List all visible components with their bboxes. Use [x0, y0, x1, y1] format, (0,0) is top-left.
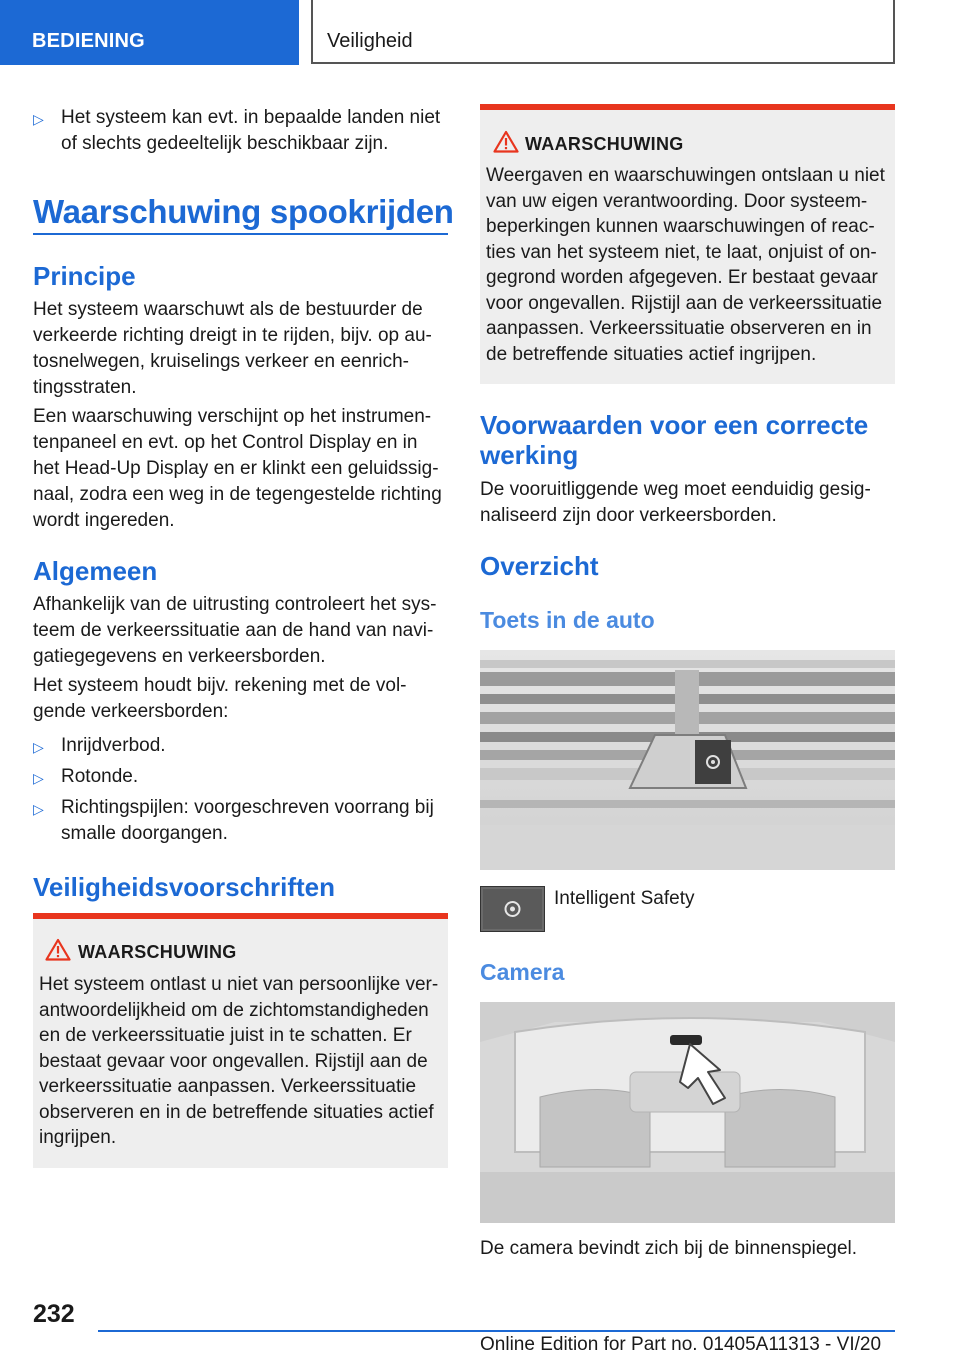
heading-camera: Camera	[480, 959, 565, 985]
principe-paragraph-2: Een waarschuwing verschijnt op het instrumen-tenpaneel en evt. op het Control Display en in het Head-Up Display en er klinkt een geluidssig-naal, zodra een weg in de tegengestelde richting wordt ingereden.	[33, 406, 442, 531]
warning-bar	[33, 913, 448, 919]
warning-title: WAARSCHUWING	[78, 942, 237, 962]
triangle-bullet-icon: ▷	[33, 801, 44, 817]
warning-triangle-icon	[45, 938, 71, 961]
triangle-bullet-icon: ▷	[33, 770, 44, 786]
warning-box	[33, 913, 448, 1168]
camera-photo	[480, 1002, 895, 1223]
page-section-title: Veiligheid	[311, 0, 895, 64]
voorwaarden-paragraph: De vooruitliggende weg moet eenduidig gesig-naliseerd zijn door verkeersborden.	[480, 479, 871, 526]
page-title: Waarschuwing spookrijden	[33, 193, 454, 230]
footer-rule	[98, 1330, 895, 1332]
warning-text: Weergaven en waarschuwingen ontslaan u niet van uw eigen verantwoording. Door systeem-beperkingen kunnen waarschuwingen of reac-ties van het systeem niet, te laat, onjuist of on-gegrond worden afgegeven. Er bestaat gevaar voor ongevallen. Rijstijl aan de verkeerssituatie aanpassen. Verkeerssituatie observeren en in de betreffende situaties actief ingrijpen.	[486, 165, 885, 365]
dashboard-vent-illustration	[480, 650, 895, 870]
triangle-bullet-icon: ▷	[33, 111, 44, 127]
heading-safety: Veiligheidsvoorschriften	[33, 872, 335, 902]
heading-principe: Principe	[33, 261, 136, 291]
heading-toets: Toets in de auto	[480, 607, 655, 633]
heading-overzicht: Overzicht	[480, 551, 599, 581]
triangle-bullet-icon: ▷	[33, 739, 44, 755]
car-interior-illustration	[480, 1002, 895, 1223]
heading-voorwaarden: Voorwaarden voor een correcte werking	[480, 410, 869, 470]
button-label: Intelligent Safety	[554, 888, 695, 909]
warning-title: WAARSCHUWING	[525, 134, 684, 154]
page-number: 232	[33, 1300, 75, 1328]
heading-algemeen: Algemeen	[33, 556, 158, 586]
warning-text: Het systeem ontlast u niet van persoonlijke ver-antwoordelijkheid om de zichtomstandigheden en de verkeerssituatie juist in te schatten. Er bestaat gevaar voor ongevallen. Rijstijl aan de verkeerssituatie aanpassen. Verkeerssituatie observeren en in de betreffende situaties actief ingrijpen.	[39, 974, 439, 1148]
intelligent-safety-button-icon	[480, 886, 545, 932]
warning-bar	[480, 104, 895, 110]
warning-triangle-icon	[493, 130, 519, 153]
section-tab: BEDIENING	[0, 0, 299, 65]
button-photo	[480, 650, 895, 870]
algemeen-paragraph-2: Het systeem houdt bijv. rekening met de vol-gende verkeersborden:	[33, 675, 407, 722]
footer-edition: Online Edition for Part no. 01405A11313 - VI/20	[480, 1334, 882, 1355]
camera-caption: De camera bevindt zich bij de binnenspiegel.	[480, 1238, 858, 1259]
algemeen-paragraph-1: Afhankelijk van de uitrusting controleert het sys-teem de verkeerssituatie aan de hand van navi-gatiegegevens en verkeersborden.	[33, 594, 437, 667]
principe-paragraph-1: Het systeem waarschuwt als de bestuurder de verkeerde richting dreigt in te rijden, bijv. op au-tosnelwegen, kruiselings verkeer en eenrich-tingsstraten.	[33, 299, 432, 398]
title-rule	[33, 233, 448, 235]
warning-box	[480, 104, 895, 384]
